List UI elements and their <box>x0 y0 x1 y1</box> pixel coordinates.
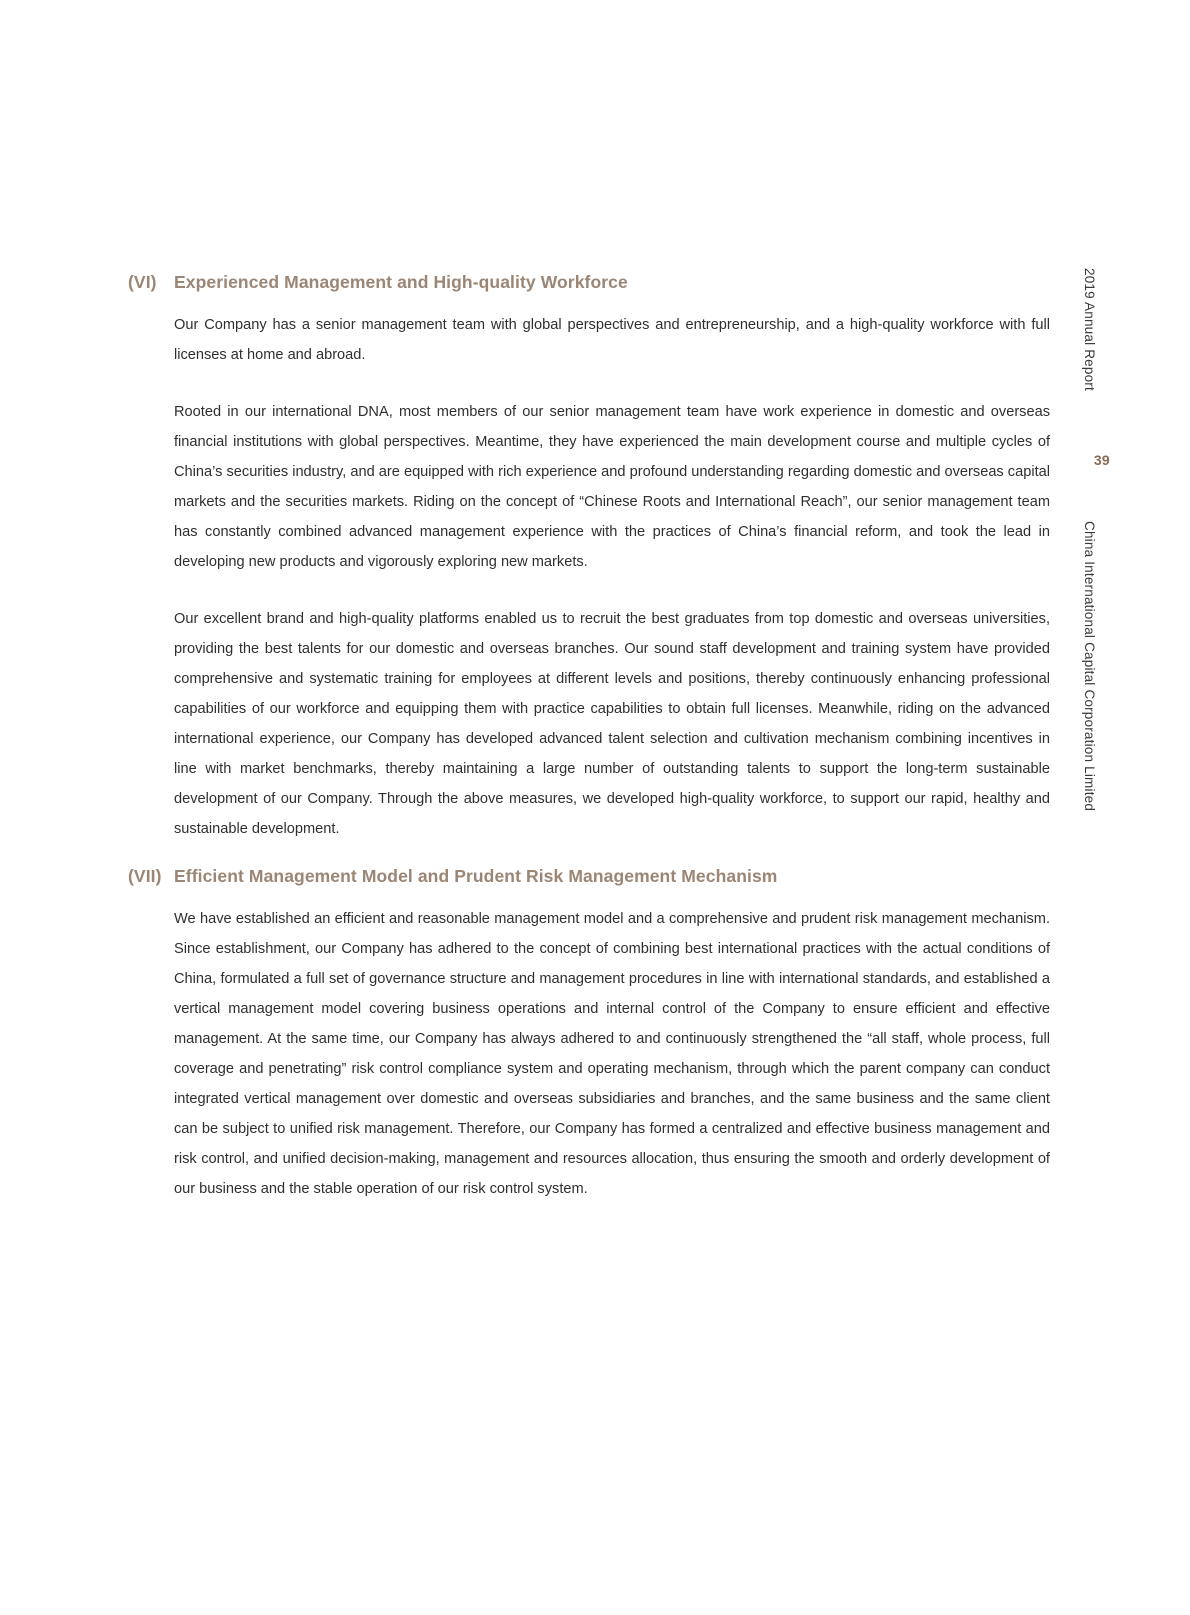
annual-report-label: 2019 Annual Report <box>1082 268 1097 391</box>
company-name-label: China International Capital Corporation Limited <box>1082 521 1097 812</box>
section-vii-body <box>174 904 1050 1204</box>
paragraph: Our excellent brand and high-quality platforms enabled us to recruit the best graduates from top domestic and overseas universities, providing the best talents for our domestic and overseas branches. Our sound staff development and training system have provided comprehensive and systematic training for employees at different levels and positions, thereby continuously enhancing professional capabilities of our workforce and equipping them with practice capabilities to obtain full licenses. Meanwhile, riding on the advanced international experience, our Company has developed advanced talent selection and cultivation mechanism combining incentives in line with market benchmarks, thereby maintaining a large number of outstanding talents to support the long-term sustainable development of our Company. Through the above measures, we developed high-quality workforce, to support our rapid, healthy and sustainable development. <box>174 611 1050 837</box>
page-content <box>128 272 1050 1208</box>
section-vi-title: Experienced Management and High-quality Workforce <box>174 272 628 292</box>
section-vi <box>128 272 1050 844</box>
section-vi-body <box>174 310 1050 844</box>
section-vi-heading <box>128 272 1050 293</box>
paragraph: Our Company has a senior management team with global perspectives and entrepreneurship, and a high-quality workforce with full licenses at home and abroad. <box>174 317 1050 363</box>
page-side-rail <box>1082 268 1112 888</box>
section-vii-title: Efficient Management Model and Prudent Risk Management Mechanism <box>174 866 778 886</box>
section-vii-numeral: (VII) <box>128 866 162 886</box>
paragraph: We have established an efficient and reasonable management model and a comprehensive and prudent risk management mechanism. Since establishment, our Company has adhered to the concept of combining best international practices with the actual conditions of China, formulated a full set of governance structure and management procedures in line with international standards, and established a vertical management model covering business operations and internal control of the Company to ensure efficient and effective management. At the same time, our Company has always adhered to and continuously strengthened the “all staff, whole process, full coverage and penetrating” risk control compliance system and operating mechanism, through which the parent company can conduct integrated vertical management over domestic and overseas subsidiaries and branches, and the same business and the same client can be subject to unified risk management. Therefore, our Company has formed a centralized and effective business management and risk control, and unified decision-making, management and resources allocation, thus ensuring the smooth and orderly development of our business and the stable operation of our risk control system. <box>174 911 1050 1197</box>
paragraph: Rooted in our international DNA, most members of our senior management team have work experience in domestic and overseas financial institutions with global perspectives. Meantime, they have experienced the main development course and multiple cycles of China’s securities industry, and are equipped with rich experience and profound understanding regarding domestic and overseas capital markets and the securities markets. Riding on the concept of “Chinese Roots and International Reach”, our senior management team has constantly combined advanced management experience with the practices of China’s financial reform, and took the lead in developing new products and vigorously exploring new markets. <box>174 404 1050 570</box>
section-vii-heading <box>128 866 1050 887</box>
page-number: 39 <box>1093 452 1110 468</box>
section-vii <box>128 866 1050 1204</box>
section-vi-numeral: (VI) <box>128 272 157 292</box>
